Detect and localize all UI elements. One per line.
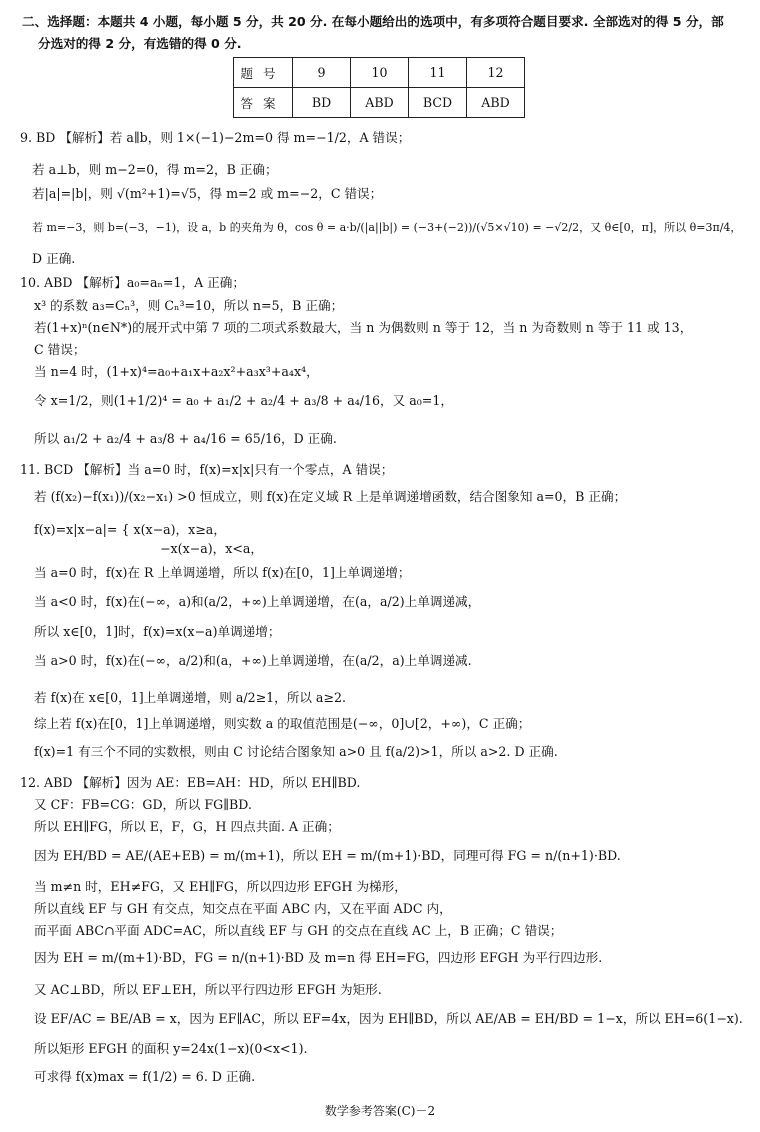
answer-cell: ABD <box>467 88 525 118</box>
table-row <box>234 88 525 118</box>
question-number: 9 <box>293 58 351 88</box>
q10-line: x³ 的系数 a₃=Cₙ³，则 Cₙ³=10，所以 n=5，B 正确； <box>34 298 344 313</box>
q9-line: 若 a⊥b，则 m−2=0，得 m=2，B 正确； <box>32 162 278 177</box>
q12-line: 12. ABD 【解析】因为 AE：EB=AH：HD，所以 EH∥BD. <box>20 775 361 790</box>
q9-line: D 正确. <box>32 251 76 266</box>
answer-table <box>233 57 525 118</box>
q11-line: −x(x−a)，x<a， <box>160 541 263 556</box>
table-row <box>234 58 525 88</box>
section-title-line1: 二、选择题：本题共 4 小题，每小题 5 分，共 20 分. 在每小题给出的选项中，有多项符合题目要求. 全部选对的得 5 分，部 <box>22 14 724 29</box>
q12-line: 可求得 f(x)max = f(1/2) = 6. D 正确. <box>34 1069 256 1084</box>
q12-line: 设 EF/AC = BE/AB = x，因为 EF∥AC，所以 EF=4x，因为 EH∥BD，所以 AE/AB = EH/BD = 1−x，所以 EH=6(1−x). <box>34 1011 743 1026</box>
q10-line: C 错误； <box>34 342 86 357</box>
q10-line: 所以 a₁/2 + a₂/4 + a₃/8 + a₄/16 = 65/16，D 正确. <box>34 431 337 446</box>
question-number: 12 <box>467 58 525 88</box>
q11-line: 若 (f(x₂)−f(x₁))/(x₂−x₁) >0 恒成立，则 f(x)在定义域 R 上是单调递增函数，结合图象知 a=0，B 正确； <box>34 489 627 504</box>
row-label-answer: 答案 <box>234 88 293 118</box>
row-label-question: 题号 <box>234 58 293 88</box>
q11-line: 若 f(x)在 x∈[0，1]上单调递增，则 a/2≥1，所以 a≥2. <box>34 690 347 705</box>
q12-line: 因为 EH/BD = AE/(AE+EB) = m/(m+1)，所以 EH = m/(m+1)·BD，同理可得 FG = n/(n+1)·BD. <box>34 848 621 863</box>
q12-line: 又 CF：FB=CG：GD，所以 FG∥BD. <box>34 797 252 812</box>
q12-line: 当 m≠n 时，EH≠FG，又 EH∥FG，所以四边形 EFGH 为梯形， <box>34 879 407 894</box>
q12-line: 所以 EH∥FG，所以 E，F，G，H 四点共面. A 正确； <box>34 819 340 834</box>
question-number: 11 <box>409 58 467 88</box>
q11-line: 11. BCD 【解析】当 a=0 时，f(x)=x|x|只有一个零点，A 错误； <box>20 462 394 477</box>
q11-line: 所以 x∈[0，1]时，f(x)=x(x−a)单调递增； <box>34 624 281 639</box>
q10-line: 令 x=1/2，则(1+1/2)⁴ = a₀ + a₁/2 + a₂/4 + a₃/8 + a₄/16，又 a₀=1， <box>34 393 453 408</box>
q11-line: 综上若 f(x)在[0，1]上单调递增，则实数 a 的取值范围是(−∞，0]∪[2，+∞)，C 正确； <box>34 716 531 731</box>
q10-line: 若(1+x)ⁿ(n∈N*)的展开式中第 7 项的二项式系数最大，当 n 为偶数则 n 等于 12，当 n 为奇数则 n 等于 11 或 13， <box>34 320 693 335</box>
section-title-line2: 分选对的得 2 分，有选错的得 0 分. <box>38 36 242 51</box>
q10-line: 当 n=4 时，(1+x)⁴=a₀+a₁x+a₂x²+a₃x³+a₄x⁴， <box>34 364 319 379</box>
q12-line: 而平面 ABC∩平面 ADC=AC，所以直线 EF 与 GH 的交点在直线 AC 上，B 正确；C 错误； <box>34 923 563 938</box>
q12-line: 所以矩形 EFGH 的面积 y=24x(1−x)(0<x<1). <box>34 1041 308 1056</box>
q11-line: 当 a<0 时，f(x)在(−∞，a)和(a/2，+∞)上单调递增，在(a，a/2)上单调递减， <box>34 594 481 609</box>
q9-line: 9. BD 【解析】若 a∥b，则 1×(−1)−2m=0 得 m=−1/2，A 错误； <box>20 130 411 145</box>
q9-line: 若|a|=|b|，则 √(m²+1)=√5，得 m=2 或 m=−2，C 错误； <box>32 186 383 201</box>
q11-line: f(x)=x|x−a|= { x(x−a)，x≥a， <box>34 522 226 537</box>
q12-line: 因为 EH = m/(m+1)·BD，FG = n/(n+1)·BD 及 m=n 得 EH=FG，四边形 EFGH 为平行四边形. <box>34 950 603 965</box>
question-number: 10 <box>351 58 409 88</box>
answer-cell: BCD <box>409 88 467 118</box>
page-footer: 数学参考答案(C)－2 <box>324 1104 436 1118</box>
q12-line: 又 AC⊥BD，所以 EF⊥EH，所以平行四边形 EFGH 为矩形. <box>34 982 382 997</box>
answer-cell: BD <box>293 88 351 118</box>
q9-line: 若 m=−3，则 b=(−3，−1)，设 a，b 的夹角为 θ，cos θ = a·b/(|a||b|) = (−3+(−2))/(√5×√10) = −√2/2，又 θ∈[0，π]，所以 θ=3π/4， <box>32 221 742 234</box>
q12-line: 所以直线 EF 与 GH 有交点，知交点在平面 ABC 内，又在平面 ADC 内， <box>34 901 452 916</box>
q11-line: f(x)=1 有三个不同的实数根，则由 C 讨论结合图象知 a>0 且 f(a/2)>1，所以 a>2. D 正确. <box>34 744 558 759</box>
q11-line: 当 a=0 时，f(x)在 R 上单调递增，所以 f(x)在[0，1]上单调递增； <box>34 565 411 580</box>
answer-cell: ABD <box>351 88 409 118</box>
q11-line: 当 a>0 时，f(x)在(−∞，a/2)和(a，+∞)上单调递增，在(a/2，a)上单调递减. <box>34 653 472 668</box>
q10-line: 10. ABD 【解析】a₀=aₙ=1，A 正确； <box>20 275 245 290</box>
